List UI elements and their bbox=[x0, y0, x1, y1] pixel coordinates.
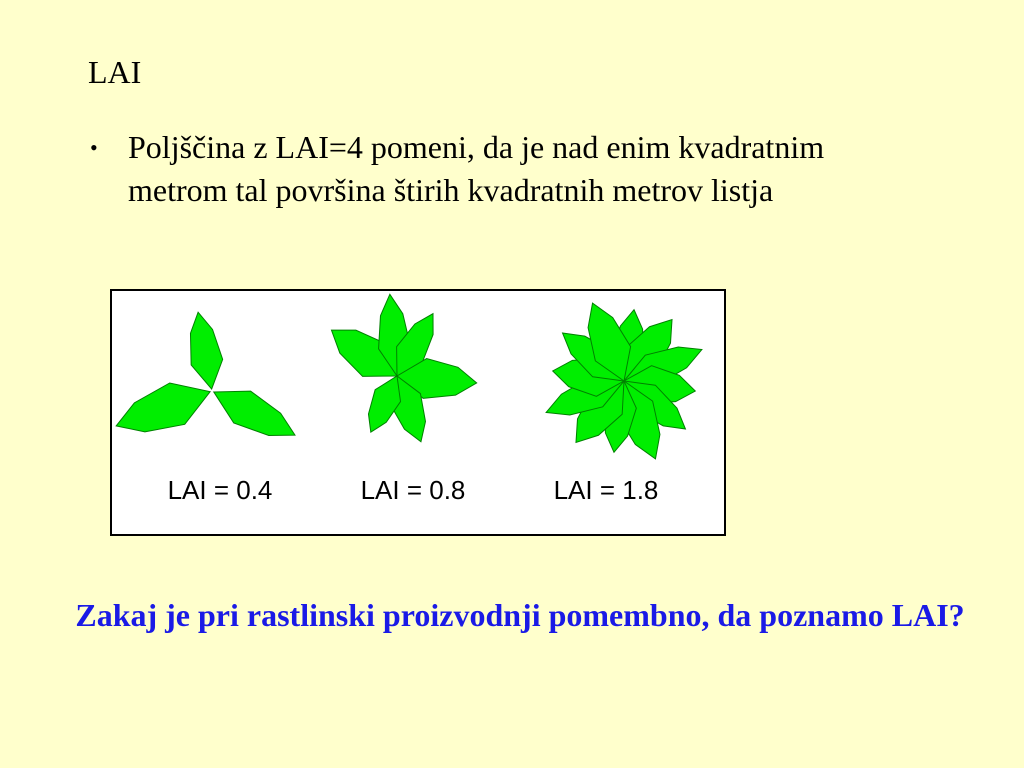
slide-title: LAI bbox=[88, 54, 142, 90]
bullet-item bbox=[88, 126, 828, 212]
bullet-text: Poljščina z LAI=4 pomeni, da je nad enim kvadratnim metrom tal površina štirih kvadratnih metrov listja bbox=[128, 129, 825, 208]
plant-lai-0-4 bbox=[112, 309, 303, 451]
plant-illustration bbox=[112, 291, 724, 534]
plant-label-lai-0-8: LAI = 0.8 bbox=[360, 475, 466, 505]
plant-label-lai-0-4: LAI = 0.4 bbox=[167, 475, 273, 505]
plant-lai-1-8 bbox=[540, 296, 708, 466]
plant-label-lai-1-8: LAI = 1.8 bbox=[553, 475, 659, 505]
leaf-p1-3 bbox=[205, 376, 303, 451]
question-text: Zakaj je pri rastlinski proizvodnji pomembno, da poznamo LAI? bbox=[75, 597, 965, 633]
bullet-marker: • bbox=[90, 135, 98, 160]
leaf-p1-1 bbox=[182, 309, 227, 391]
lai-figure bbox=[110, 289, 726, 536]
leaf-p1-2 bbox=[112, 371, 218, 447]
plant-lai-0-8 bbox=[320, 293, 478, 447]
